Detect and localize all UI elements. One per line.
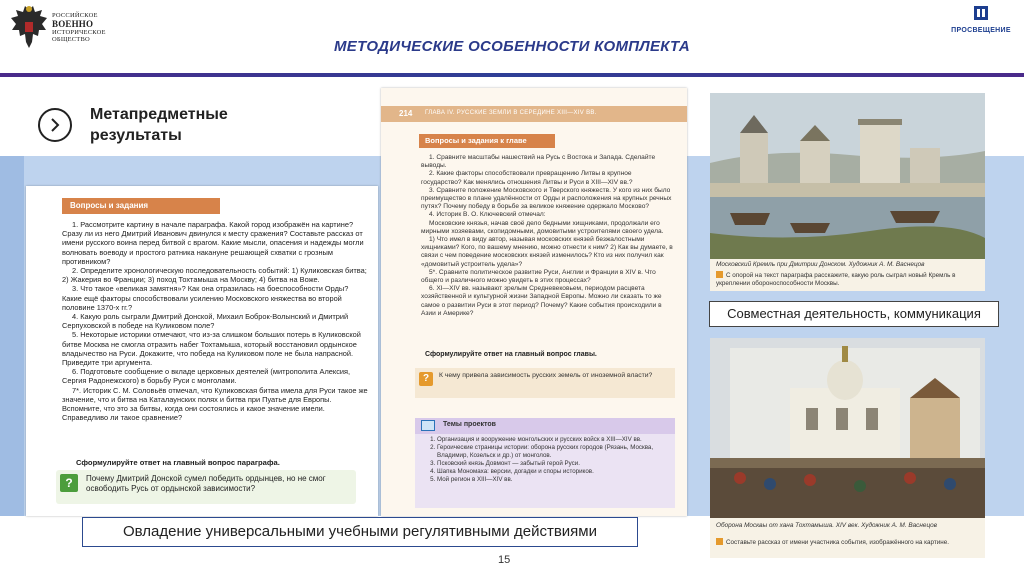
painting-moscow-kremlin	[710, 93, 985, 291]
society-line-3: ИСТОРИЧЕСКОЕ	[52, 28, 106, 36]
chapter-questions-list	[421, 154, 673, 318]
chapter-question-item: 1. Сравните масштабы нашествий на Русь с Востока и Запада. Сделайте выводы.	[421, 154, 656, 170]
painting-task-text: Составьте рассказ от имени участника события, изображённого на картине.	[726, 539, 949, 546]
question-mark-icon: ?	[419, 372, 433, 386]
questions-list	[62, 220, 368, 422]
chapter-key-question-box	[415, 368, 675, 398]
defence-painting-image	[710, 338, 985, 518]
question-item: 3. Что такое «великая замятня»? Как она отразилась на боеспособности Орды? Какие ещё факторы способствовали усилению Московского княжества во второй половине 1370-х гг.?	[62, 284, 349, 312]
project-topic: 3. Псковский князь Довмонт — забытый герой Руси.	[437, 460, 673, 468]
painting-defence-of-moscow	[710, 338, 985, 558]
kremlin-painting-image	[710, 93, 985, 259]
painting-task-text: С опорой на текст параграфа расскажите, какую роль сыграл новый Кремль в укреплении обороноспособности Москвы.	[716, 272, 956, 287]
chapter-question-item: 2. Какие факторы способствовали превращению Литвы в крупное государство? Как менялись отношения Литвы и Руси в XIII—XIV вв.?	[421, 170, 633, 186]
society-line-2: ВОЕННО	[52, 18, 94, 29]
next-button[interactable]	[38, 108, 72, 142]
regulative-actions-label: Овладение универсальными учебными регулятивными действиями	[82, 517, 638, 547]
chevron-right-icon	[49, 118, 61, 132]
background-band-edge	[0, 156, 24, 516]
page-title: МЕТОДИЧЕСКИЕ ОСОБЕННОСТИ КОМПЛЕКТА	[333, 38, 690, 55]
question-item: 7*. Историк С. М. Соловьёв отмечал, что Куликовская битва имела для Руси такое же значение, что и битва на Каталаунских полях и битва при Пуатье для Европы. Вспомните, что это за битвы, когда они состоялись и какое значение имели. Справедливо ли такое сравнение?	[62, 385, 368, 423]
section-label	[90, 104, 228, 146]
chapter-question-item: 3. Сравните положение Московского и Тверского княжеств. У кого из них было преимущество в плане удалённости от Орды и расположения на крупных речных путях? Почему победу в борьбе за великое княжение одержало Москово?	[421, 186, 672, 211]
key-question-box	[56, 470, 356, 504]
monitor-icon	[421, 420, 435, 431]
task-icon	[716, 271, 723, 278]
joint-activity-label: Совместная деятельность, коммуникация	[709, 301, 999, 327]
chapter-final-prompt: Сформулируйте ответ на главный вопрос главы.	[425, 351, 597, 358]
publisher-logo	[946, 6, 1016, 36]
painting-task	[716, 538, 981, 547]
project-topic: 1. Организация и вооружение монгольских и русских войск в XIII—XIV вв.	[437, 436, 673, 444]
painting-caption: Московский Кремль при Дмитрии Донском. Художник А. М. Васнецов	[716, 261, 925, 268]
header-divider	[0, 73, 1024, 77]
question-item: 2. Определите хронологическую последовательность событий: 1) Куликовская битва; 2) Жакерия во Франции; 3) поход Тохтамыша на Москву; 4) битва на Воже.	[62, 266, 367, 285]
slide-number: 15	[498, 554, 511, 566]
publisher-mark-icon	[974, 6, 988, 20]
project-topic: 5. Мой регион в XIII—XIV вв.	[437, 476, 673, 484]
key-question-text: Почему Дмитрий Донской сумел победить ордынцев, но не смог освободить Русь от ордынской зависимости?	[86, 474, 326, 493]
question-item: 6. Подготовьте сообщение о вкладе церковных деятелей (митрополита Алексия, Сергия Радонежского) в борьбу Руси с монголами.	[62, 367, 351, 386]
questions-heading: Вопросы и задания	[62, 198, 220, 214]
project-topics-heading: Темы проектов	[443, 421, 496, 428]
chapter-question-item: 1) Что имел в виду автор, называя московских князей безжалостными хищниками? Кого, по вашему мнению, можно отнести к ним? 2) Как вы думаете, в связи с чем поведение московских князей изменилось? Кто из них получил как «домовитый устроитель удела»?	[421, 236, 673, 268]
question-item: 4. Какую роль сыграли Дмитрий Донской, Михаил Боброк-Волынский и Дмитрий Серпуховской в победе на Куликовом поле?	[62, 312, 349, 331]
chapter-question-item: 4. Историк В. О. Ключевский отмечал:	[429, 211, 546, 219]
textbook-page-questions	[26, 186, 378, 516]
project-topic: 4. Шапка Мономаха: версии, догадки и споры историков.	[437, 468, 673, 476]
chapter-question-quote: Московские князья, начав своё дело бедными хищниками, продолжали его мирными хозяевами, скопидомными, домовитыми устроителями своего удела.	[421, 219, 664, 235]
question-item: 1. Рассмотрите картину в начале параграфа. Какой город изображён на картине? Сразу ли из него Дмитрий Иванович двинулся к месту сражения? Составьте рассказ от имени русского воина перед битвой с врагом. Какие мысли, опасения и надежды могли волновать воеводу и простого ратника накануне решающей схватки с грозным противником?	[62, 220, 364, 266]
painting-caption: Оборона Москвы от хана Тохтамыша. XIV век. Художник А. М. Васнецов	[716, 522, 937, 529]
chapter-question-item: 6. XI—XIV вв. называют зрелым Средневековьем, периодом расцвета хозяйственной и культурной жизни Западной Европы. Можно ли сказать то же самое о развитии Руси в этот период? Почему? Какие события происходили в Азии и Америке?	[421, 285, 662, 317]
society-line-1: РОССИЙСКОЕ	[52, 12, 98, 19]
publisher-name: ПРОСВЕЩЕНИЕ	[951, 27, 1011, 34]
page-running-head	[381, 106, 687, 122]
project-topic: 2. Героические страницы истории: оборона русских городов (Рязань, Москва, Владимир, Козельск и др.) от монголов.	[437, 444, 673, 460]
chapter-question-item: 5*. Сравните политическое развитие Руси, Англии и Франции в XIV в. Что общего и различного можно увидеть в этих процессах?	[421, 268, 656, 285]
project-topics-header	[415, 418, 675, 434]
project-topics-list	[425, 436, 673, 484]
project-topics-box	[415, 418, 675, 508]
final-question-prompt: Сформулируйте ответ на главный вопрос параграфа.	[76, 458, 280, 467]
question-item: 5. Некоторые историки отмечают, что из-за слишком больших потерь в Куликовской битве Москва не смогла отразить набег Тохтамыша, который восстановил ордынское владычество на Руси. Докажите, что победа на Куликовом поле не была напрасной. Приведите три аргумента.	[62, 330, 361, 368]
chapter-title: ГЛАВА IV. РУССКИЕ ЗЕМЛИ В СЕРЕДИНЕ XIII—XIV ВВ.	[425, 110, 597, 116]
chapter-questions-heading: Вопросы и задания к главе	[419, 134, 555, 148]
question-mark-icon: ?	[60, 474, 78, 492]
book-page-number: 214	[399, 109, 413, 118]
chapter-key-question-text: К чему привела зависимость русских земель от иноземной власти?	[439, 372, 653, 379]
task-icon	[716, 538, 723, 545]
painting-task	[716, 271, 981, 287]
section-label-line-2: результаты	[90, 127, 182, 144]
society-line-4: ОБЩЕСТВО	[52, 36, 90, 43]
textbook-page-chapter-questions	[381, 88, 687, 516]
section-label-line-1: Метапредметные	[90, 106, 228, 123]
